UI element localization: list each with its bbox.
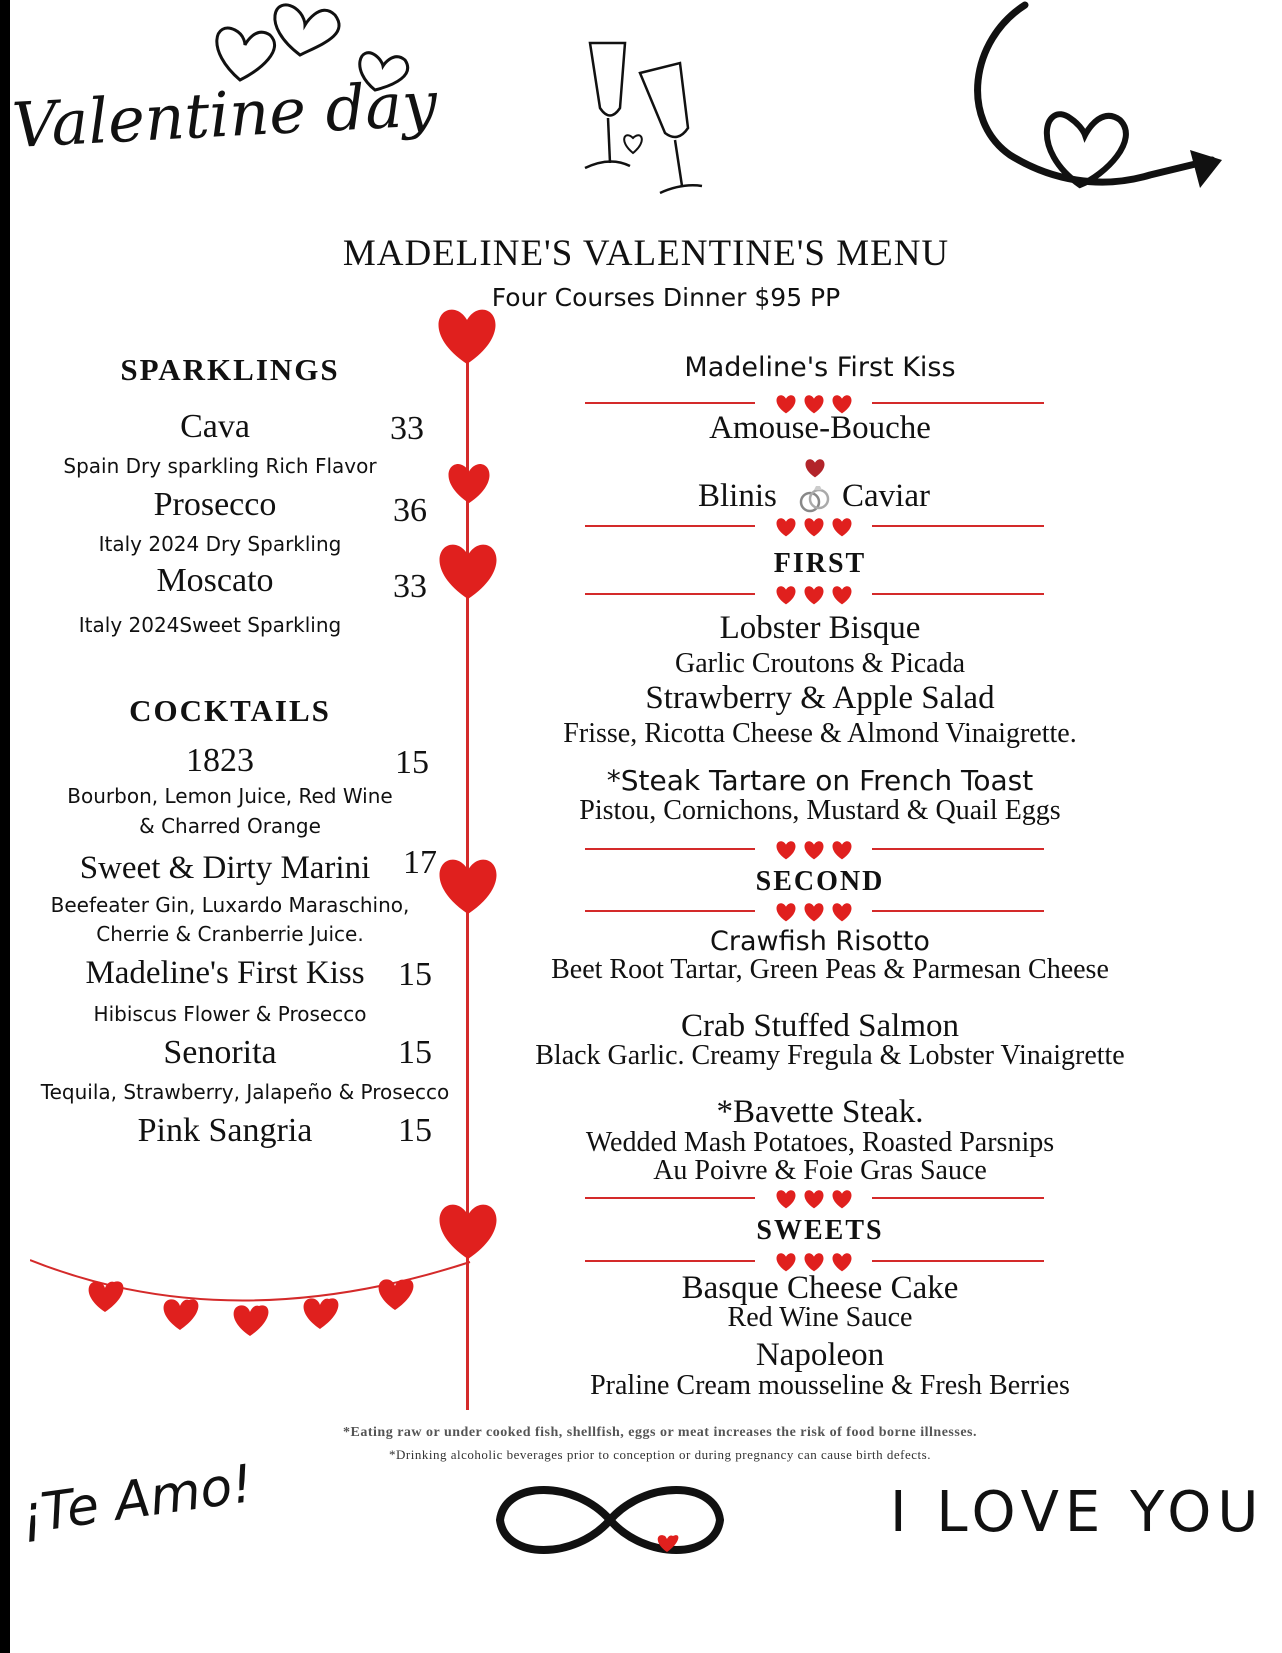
heart-icon [831,1189,853,1209]
drink-description: & Charred Orange [139,814,321,838]
dish-description: Frisse, Ricotta Cheese & Almond Vinaigrette. [563,718,1077,749]
drink-name: Sweet & Dirty Marini [79,850,371,886]
heart-icon [803,1189,825,1209]
heart-icon [436,535,500,607]
amuse-bouche-heading: Amouse-Bouche [709,410,931,446]
heart-icon [831,1252,853,1272]
drink-name: Prosecco [153,486,277,523]
divider-line [872,402,1044,404]
drink-price: 36 [393,492,427,529]
dish-title: Napoleon [755,1337,885,1373]
heart-icon [803,517,825,537]
welcome-cocktail: Madeline's First Kiss [684,352,956,383]
drink-price: 15 [395,744,429,781]
divider-line [872,910,1044,912]
heart-icon [831,585,853,605]
heart-arrow-icon [950,0,1240,210]
hearts-row [775,517,853,537]
hearts-row [775,902,853,922]
heart-icon [446,460,492,506]
drink-description: Tequila, Strawberry, Jalapeño & Prosecco [40,1080,450,1104]
first-course-heading: FIRST [773,548,867,579]
dish-title: Crawfish Risotto [710,926,930,957]
divider-line [872,593,1044,595]
dish-title: Lobster Bisque [719,610,921,646]
heart-icon [803,902,825,922]
divider-line [585,525,755,527]
drink-name: 1823 [186,742,254,779]
heart-icon [831,840,853,860]
heart-icon [436,850,500,922]
sweets-heading: SWEETS [756,1215,884,1246]
divider-line [872,525,1044,527]
dish-title: *Steak Tartare on French Toast [606,764,1034,797]
heart-icon [775,585,797,605]
drink-description: Beefeater Gin, Luxardo Maraschino, [50,893,410,917]
dish-description: Pistou, Cornichons, Mustard & Quail Eggs [579,795,1061,826]
menu-page [10,0,1282,1653]
i-love-you-text: I LOVE YOU [890,1480,1265,1545]
doodle-hearts-icon [200,0,430,110]
hearts-row [775,1189,853,1209]
dish-title: Strawberry & Apple Salad [645,680,995,716]
divider-line [585,910,755,912]
dish-title: Crab Stuffed Salmon [680,1008,960,1044]
drink-description: Bourbon, Lemon Juice, Red Wine [67,784,393,808]
drink-description: Hibiscus Flower & Prosecco [93,1002,367,1026]
dish-description: Au Poivre & Foie Gras Sauce [653,1155,987,1186]
heart-icon [775,840,797,860]
blinis-label: Blinis [698,478,777,514]
page-title: MADELINE'S VALENTINE'S MENU [342,233,950,274]
champagne-glasses-icon [570,38,720,198]
cocktails-heading: COCKTAILS [129,693,331,728]
dish-description: Beet Root Tartar, Green Peas & Parmesan Cheese [551,954,1109,985]
drink-name: Pink Sangria [137,1112,313,1149]
dish-title: *Bavette Steak. [716,1094,924,1130]
divider-line [585,1260,755,1262]
heart-garland [30,1250,480,1340]
heart-icon [803,585,825,605]
sparklings-heading: SPARKLINGS [120,352,340,387]
hearts-row [775,1252,853,1272]
infinity-icon [485,1470,735,1570]
drink-price: 15 [398,956,432,993]
valentine-day-script: Valentine day [10,66,439,163]
drink-name: Moscato [156,562,274,599]
dish-description: Black Garlic. Creamy Fregula & Lobster Vinaigrette [535,1040,1125,1071]
second-course-heading: SECOND [755,866,885,897]
divider-line [872,1197,1044,1199]
rings-icon [798,484,832,514]
drink-price: 15 [398,1034,432,1071]
heart-icon [775,1189,797,1209]
drink-description: Italy 2024 Dry Sparkling [98,532,342,556]
footnote-alcohol: *Drinking alcoholic beverages prior to conception or during pregnancy can cause birth defects. [389,1447,931,1462]
caviar-label: Caviar [842,478,930,514]
dish-description: Red Wine Sauce [727,1302,913,1333]
divider-line [585,593,755,595]
heart-icon [804,458,826,478]
dish-description: Wedded Mash Potatoes, Roasted Parsnips [585,1127,1055,1158]
heart-icon [803,840,825,860]
footnote-raw-food: *Eating raw or under cooked fish, shellfish, eggs or meat increases the risk of food borne illnesses. [343,1425,977,1440]
drink-description: Spain Dry sparkling Rich Flavor [63,454,377,478]
dish-title: Basque Cheese Cake [681,1270,959,1306]
dish-description: Praline Cream mousseline & Fresh Berries [590,1370,1070,1401]
heart-icon [831,517,853,537]
drink-name: Cava [180,408,250,445]
te-amo-script: ¡Te Amo! [16,1454,257,1546]
drink-price: 17 [403,844,437,881]
divider-line [585,1197,755,1199]
drink-price: 33 [393,568,427,605]
heart-icon [775,902,797,922]
heart-icon [775,1252,797,1272]
drink-name: Senorita [163,1034,277,1071]
drink-description: Cherrie & Cranberrie Juice. [96,922,364,946]
drink-name: Madeline's First Kiss [85,955,365,991]
drink-description: Italy 2024Sweet Sparkling [78,613,342,637]
divider-line [585,402,755,404]
hearts-row [775,840,853,860]
divider-line [585,848,755,850]
hearts-row [775,585,853,605]
drink-price: 33 [390,410,424,447]
divider-line [872,848,1044,850]
page-subtitle: Four Courses Dinner $95 PP [491,283,841,312]
heart-icon [775,517,797,537]
heart-icon [435,300,499,372]
divider-line [872,1260,1044,1262]
dish-description: Garlic Croutons & Picada [674,648,966,679]
heart-icon [803,1252,825,1272]
drink-price: 15 [398,1112,432,1149]
heart-icon [831,902,853,922]
